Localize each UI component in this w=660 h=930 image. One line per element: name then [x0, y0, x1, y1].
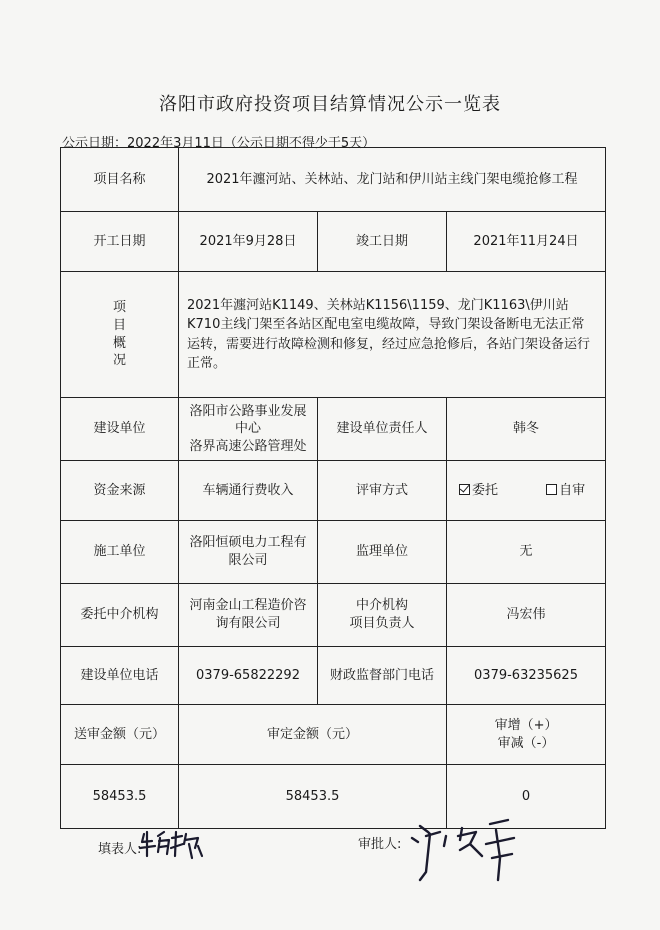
row-overview: [61, 272, 606, 398]
page-title: 洛阳市政府投资项目结算情况公示一览表: [159, 94, 501, 115]
contractor-line: 洛阳恒硕电力工程有: [189, 535, 307, 551]
overview-label: [61, 272, 179, 398]
project-name-label: 项目名称: [61, 148, 179, 212]
builder-label: 建设单位: [61, 398, 179, 461]
option-self-review[interactable]: [546, 482, 585, 500]
option-entrust-label: 委托: [472, 482, 499, 498]
review-method-options: [447, 461, 606, 521]
agency-leader-value: 冯宏伟: [447, 584, 606, 647]
agency-line: 询有限公司: [215, 616, 281, 631]
row-agency: [61, 584, 606, 647]
contractor-label: 施工单位: [61, 521, 179, 584]
approved-amount-value: 58453.5: [179, 765, 447, 829]
filler-signature: [138, 826, 208, 870]
announce-date: 公示日期：2022年3月11日（公示日期不得少于5天）: [62, 136, 376, 151]
start-date-value: 2021年9月28日: [179, 212, 318, 272]
delta-label: [447, 705, 606, 765]
finance-phone-value: 0379-63235625: [447, 647, 606, 705]
funding-value: 车辆通行费收入: [179, 461, 318, 521]
builder-line: 中心: [234, 421, 261, 437]
checkbox-empty-icon[interactable]: [546, 484, 557, 495]
row-dates: [61, 212, 606, 272]
agency-leader-label-line: 中介机构: [355, 598, 408, 614]
delta-value: 0: [447, 765, 606, 829]
option-entrust[interactable]: [459, 482, 498, 500]
builder-phone-value: 0379-65822292: [179, 647, 318, 705]
row-builder: [61, 398, 606, 461]
agency-label: 委托中介机构: [61, 584, 179, 647]
agency-leader-label-line: 项目负责人: [349, 616, 415, 631]
finance-phone-label: 财政监督部门电话: [318, 647, 447, 705]
row-funding: [61, 461, 606, 521]
submitted-amount-label: 送审金额（元）: [61, 705, 179, 765]
builder-person-value: 韩冬: [447, 398, 606, 461]
overview-label-char: 项: [112, 300, 126, 316]
project-name-value: 2021年瀍河站、关林站、龙门站和伊川站主线门架电缆抢修工程: [179, 148, 606, 212]
option-self-review-label: 自审: [559, 482, 586, 498]
row-phones: [61, 647, 606, 705]
approver-label: 审批人:: [358, 837, 402, 852]
review-method-label: 评审方式: [318, 461, 447, 521]
supervisor-value: 无: [447, 521, 606, 584]
supervisor-label: 监理单位: [318, 521, 447, 584]
approver-signature: [400, 810, 530, 894]
builder-person-label: 建设单位责任人: [318, 398, 447, 461]
contractor-value: [179, 521, 318, 584]
builder-line: 洛阳市公路事业发展: [189, 403, 307, 419]
overview-text: 2021年瀍河站K1149、关林站K1156\1159、龙门K1163\伊川站K710主线门架至各站区配电室电缆故障，导致门架设备断电无法正常运转，需要进行故障检测和修复，经过应急抢修后，各站门架设备运行正常。: [179, 272, 606, 398]
builder-value: [179, 398, 318, 461]
checkbox-checked-icon[interactable]: [459, 484, 470, 495]
delta-label-line: 审增（+）: [494, 717, 558, 733]
agency-line: 河南金山工程造价咨: [189, 598, 307, 614]
approved-amount-label: 审定金额（元）: [179, 705, 447, 765]
end-date-label: 竣工日期: [318, 212, 447, 272]
row-project-name: [61, 148, 606, 212]
builder-phone-label: 建设单位电话: [61, 647, 179, 705]
start-date-label: 开工日期: [61, 212, 179, 272]
project-settlement-table: [60, 147, 606, 829]
overview-label-char: 况: [112, 353, 126, 369]
row-amount-headers: [61, 705, 606, 765]
funding-label: 资金来源: [61, 461, 179, 521]
row-contractor: [61, 521, 606, 584]
builder-line: 洛界高速公路管理处: [189, 438, 307, 454]
overview-label-char: 目: [112, 317, 126, 333]
contractor-line: 限公司: [228, 553, 268, 568]
delta-label-line: 审减（-）: [497, 735, 555, 751]
submitted-amount-value: 58453.5: [61, 765, 179, 829]
agency-value: [179, 584, 318, 647]
filler-label: 填表人:: [98, 842, 142, 857]
end-date-value: 2021年11月24日: [447, 212, 606, 272]
agency-leader-label: [318, 584, 447, 647]
overview-label-char: 概: [112, 335, 126, 351]
